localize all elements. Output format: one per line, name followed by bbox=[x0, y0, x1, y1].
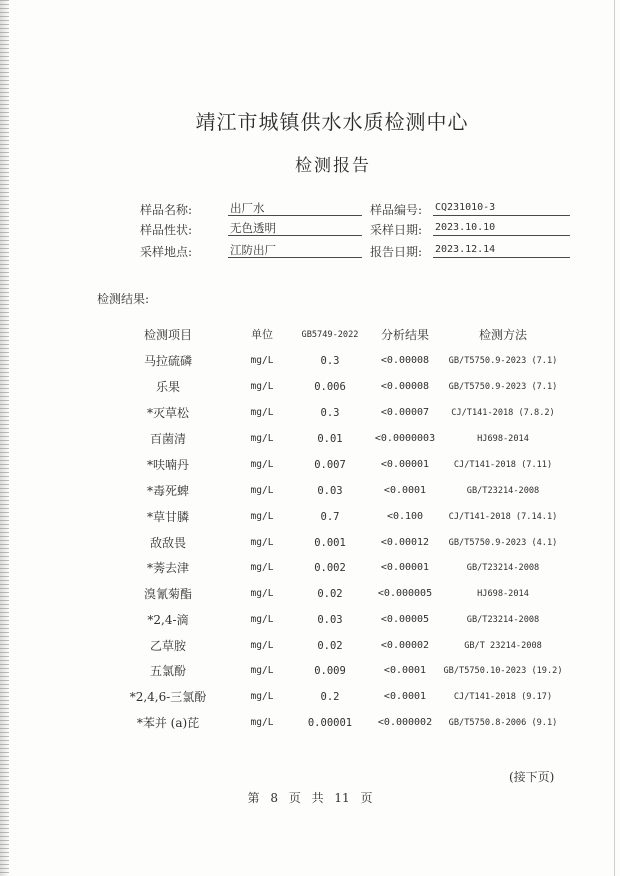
sample-name-label: 样品名称: bbox=[140, 203, 193, 217]
cell-method: GB/T5750.9-2023 (7.1) bbox=[448, 356, 558, 366]
cell-unit: mg/L bbox=[250, 459, 274, 470]
cell-standard: 0.3 bbox=[320, 355, 340, 367]
cell-unit: mg/L bbox=[250, 433, 274, 444]
table-row bbox=[0, 560, 620, 576]
cell-unit: mg/L bbox=[250, 355, 274, 366]
sample-no-label: 样品编号: bbox=[370, 203, 423, 217]
cell-result: <0.000005 bbox=[377, 588, 433, 599]
cell-standard: 0.002 bbox=[314, 562, 346, 574]
cell-standard: 0.00001 bbox=[307, 717, 353, 729]
cell-standard: 0.03 bbox=[317, 485, 343, 497]
sampling-date-label: 采样日期: bbox=[370, 223, 423, 237]
cell-item: 溴氰菊酯 bbox=[143, 587, 192, 601]
cell-item: *灭草松 bbox=[146, 406, 189, 420]
table-row bbox=[0, 509, 620, 525]
cell-item: 敌敌畏 bbox=[149, 536, 186, 550]
cell-method: CJ/T141-2018 (7.11) bbox=[453, 460, 553, 470]
cell-result: <0.00007 bbox=[380, 407, 430, 418]
cell-method: GB/T23214-2008 bbox=[466, 615, 540, 625]
cell-unit: mg/L bbox=[250, 691, 274, 702]
table-row bbox=[0, 586, 620, 602]
cell-method: CJ/T141-2018 (9.17) bbox=[453, 692, 553, 702]
cell-standard: 0.2 bbox=[320, 691, 340, 703]
cell-item: *草甘膦 bbox=[146, 510, 189, 524]
cell-unit: mg/L bbox=[250, 717, 274, 728]
cell-result: <0.00002 bbox=[380, 640, 430, 651]
cell-method: HJ698-2014 bbox=[477, 589, 529, 599]
cell-method: GB/T5750.9-2023 (4.1) bbox=[448, 538, 558, 548]
table-row bbox=[0, 663, 620, 679]
sample-no-value: CQ231010-3 bbox=[433, 201, 570, 216]
cell-item: *莠去津 bbox=[146, 561, 189, 575]
cell-item: 百菌清 bbox=[149, 432, 186, 446]
cell-result: <0.000002 bbox=[377, 717, 433, 728]
cell-item: *2,4,6-三氯酚 bbox=[129, 690, 207, 704]
cell-item: 马拉硫磷 bbox=[143, 354, 192, 368]
cell-result: <0.00001 bbox=[380, 562, 430, 573]
table-row bbox=[0, 483, 620, 499]
cell-unit: mg/L bbox=[250, 588, 274, 599]
sampling-site-value: 江防出厂 bbox=[228, 243, 362, 258]
cell-unit: mg/L bbox=[250, 407, 274, 418]
header-item: 检测项目 bbox=[143, 328, 192, 342]
cell-item: *毒死蜱 bbox=[146, 484, 189, 498]
cell-item: *2,4-滴 bbox=[147, 613, 189, 627]
cell-result: <0.00012 bbox=[380, 537, 430, 548]
cell-method: GB/T5750.8-2006 (9.1) bbox=[448, 718, 558, 728]
table-row bbox=[0, 457, 620, 473]
cell-item: 乙草胺 bbox=[149, 639, 186, 653]
table-row bbox=[0, 431, 620, 447]
cell-result: <0.00008 bbox=[380, 355, 430, 366]
cell-standard: 0.02 bbox=[317, 588, 343, 600]
cell-method: GB/T 23214-2008 bbox=[464, 641, 542, 651]
table-row bbox=[0, 689, 620, 705]
continue-note: (接下页) bbox=[509, 770, 555, 784]
cell-standard: 0.01 bbox=[317, 433, 343, 445]
table-row bbox=[0, 379, 620, 395]
cell-result: <0.00001 bbox=[380, 459, 430, 470]
cell-unit: mg/L bbox=[250, 511, 274, 522]
table-row bbox=[0, 715, 620, 731]
header-method: 检测方法 bbox=[478, 328, 527, 342]
cell-method: CJ/T141-2018 (7.8.2) bbox=[451, 408, 555, 418]
report-date-label: 报告日期: bbox=[370, 245, 423, 259]
cell-method: CJ/T141-2018 (7.14.1) bbox=[448, 512, 558, 522]
organization-title: 靖江市城镇供水水质检测中心 bbox=[195, 110, 469, 134]
report-date-value: 2023.12.14 bbox=[433, 243, 570, 258]
cell-result: <0.0001 bbox=[383, 691, 427, 702]
cell-item: 五氯酚 bbox=[149, 664, 186, 678]
sampling-date-value: 2023.10.10 bbox=[433, 221, 570, 236]
table-row bbox=[0, 638, 620, 654]
cell-result: <0.0000003 bbox=[374, 433, 436, 444]
cell-unit: mg/L bbox=[250, 614, 274, 625]
sample-name-value: 出厂水 bbox=[228, 201, 362, 216]
header-unit: 单位 bbox=[251, 328, 273, 341]
cell-item: *苯并 (a)芘 bbox=[136, 716, 200, 730]
cell-unit: mg/L bbox=[250, 640, 274, 651]
cell-method: GB/T5750.10-2023 (19.2) bbox=[443, 666, 563, 676]
cell-standard: 0.7 bbox=[320, 511, 340, 523]
sample-state-label: 样品性状: bbox=[140, 223, 193, 237]
cell-result: <0.00005 bbox=[380, 614, 430, 625]
cell-unit: mg/L bbox=[250, 381, 274, 392]
table-row bbox=[0, 405, 620, 421]
cell-method: GB/T5750.9-2023 (7.1) bbox=[448, 382, 558, 392]
cell-method: GB/T23214-2008 bbox=[466, 563, 540, 573]
results-label: 检测结果: bbox=[97, 292, 150, 306]
header-standard: GB5749-2022 bbox=[301, 330, 359, 340]
cell-standard: 0.001 bbox=[314, 537, 346, 549]
cell-standard: 0.03 bbox=[317, 614, 343, 626]
cell-unit: mg/L bbox=[250, 562, 274, 573]
cell-standard: 0.006 bbox=[314, 381, 346, 393]
sample-state-value: 无色透明 bbox=[228, 221, 362, 236]
header-result: 分析结果 bbox=[380, 328, 429, 342]
cell-result: <0.00008 bbox=[380, 381, 430, 392]
sampling-site-label: 采样地点: bbox=[140, 245, 193, 259]
table-row bbox=[0, 612, 620, 628]
page-footer: 第 8 页 共 11 页 bbox=[247, 791, 373, 805]
cell-standard: 0.3 bbox=[320, 407, 340, 419]
cell-unit: mg/L bbox=[250, 485, 274, 496]
cell-item: *呋喃丹 bbox=[146, 458, 189, 472]
cell-method: HJ698-2014 bbox=[477, 434, 529, 444]
cell-result: <0.100 bbox=[386, 511, 424, 522]
cell-standard: 0.009 bbox=[314, 665, 346, 677]
cell-result: <0.0001 bbox=[383, 665, 427, 676]
table-header bbox=[0, 327, 620, 343]
report-title: 检测报告 bbox=[295, 156, 371, 176]
cell-unit: mg/L bbox=[250, 537, 274, 548]
table-row bbox=[0, 535, 620, 551]
cell-unit: mg/L bbox=[250, 665, 274, 676]
cell-method: GB/T23214-2008 bbox=[466, 486, 540, 496]
cell-result: <0.0001 bbox=[383, 485, 427, 496]
cell-standard: 0.02 bbox=[317, 640, 343, 652]
cell-item: 乐果 bbox=[155, 380, 180, 394]
cell-standard: 0.007 bbox=[314, 459, 346, 471]
table-row bbox=[0, 353, 620, 369]
